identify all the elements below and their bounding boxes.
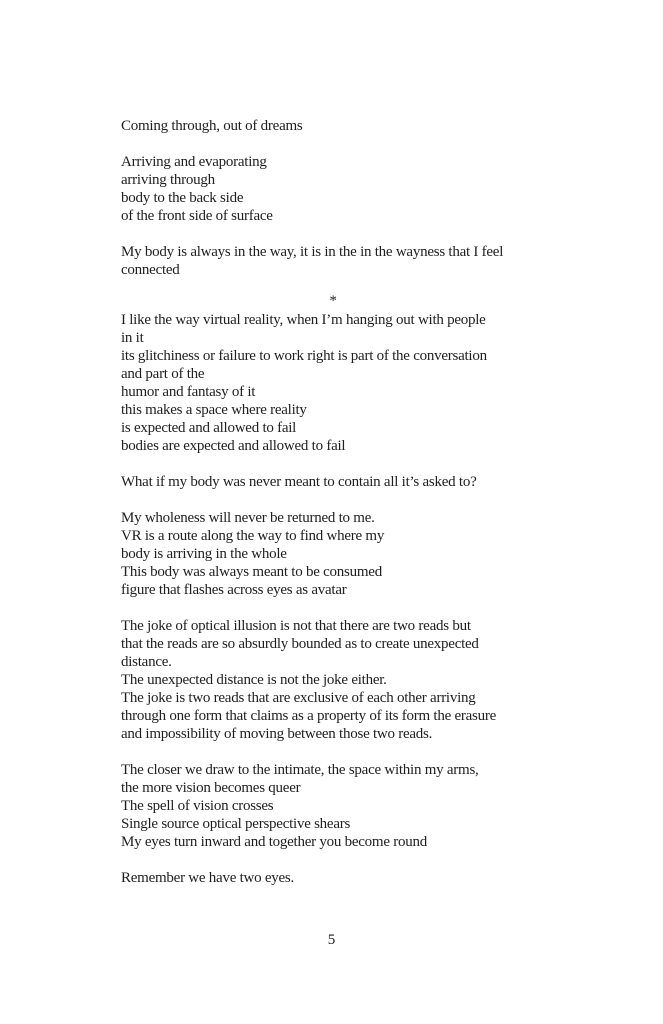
poem-line: What if my body was never meant to contain all it’s asked to? <box>121 474 477 490</box>
poem-line: body to the back side <box>121 190 244 206</box>
poem-line: The closer we draw to the intimate, the space within my arms, <box>121 762 479 778</box>
poem-line: bodies are expected and allowed to fail <box>121 438 346 454</box>
stanza <box>121 243 545 279</box>
poem-line: My body is always in the way, it is in the in the wayness that I feel <box>121 244 504 260</box>
poem-line: Remember we have two eyes. <box>121 870 295 886</box>
poem-line: The spell of vision crosses <box>121 798 274 814</box>
stanza <box>121 473 545 491</box>
poem-line: My eyes turn inward and together you become round <box>121 834 427 850</box>
poem-line: that the reads are so absurdly bounded as to create unexpected <box>121 636 479 652</box>
stanza <box>121 761 545 851</box>
poem-line: VR is a route along the way to find where my <box>121 528 385 544</box>
poem-line: in it <box>121 330 144 346</box>
stanza <box>121 509 545 599</box>
poem-line: The joke is two reads that are exclusive of each other arriving <box>121 690 476 706</box>
poem-line: and impossibility of moving between those two reads. <box>121 726 433 742</box>
poem-line: This body was always meant to be consumed <box>121 564 382 580</box>
page-number: 5 <box>327 932 336 948</box>
poem-line: of the front side of surface <box>121 208 273 224</box>
stanza <box>121 117 545 135</box>
stanza <box>121 153 545 225</box>
poem-line: My wholeness will never be returned to me. <box>121 510 375 526</box>
poem-line: humor and fantasy of it <box>121 384 256 400</box>
asterisk-separator: * <box>329 293 337 309</box>
poem-line: through one form that claims as a property of its form the erasure <box>121 708 497 724</box>
poem-line: its glitchiness or failure to work right is part of the conversation <box>121 348 487 364</box>
poem-line: Coming through, out of dreams <box>121 118 303 134</box>
poem-line: The joke of optical illusion is not that there are two reads but <box>121 618 471 634</box>
poem-line: I like the way virtual reality, when I’m hanging out with people <box>121 312 486 328</box>
poem-line: the more vision becomes queer <box>121 780 301 796</box>
poem-line: The unexpected distance is not the joke either. <box>121 672 387 688</box>
section-separator <box>121 292 545 310</box>
poem-line: figure that flashes across eyes as avatar <box>121 582 347 598</box>
poem-line: body is arriving in the whole <box>121 546 287 562</box>
poem-body <box>121 117 545 905</box>
stanza <box>121 617 545 743</box>
poem-line: is expected and allowed to fail <box>121 420 297 436</box>
stanza <box>121 311 545 455</box>
poem-line: distance. <box>121 654 172 670</box>
poem-line: arriving through <box>121 172 215 188</box>
poem-line: Single source optical perspective shears <box>121 816 351 832</box>
poem-line: this makes a space where reality <box>121 402 307 418</box>
poem-line: connected <box>121 262 180 278</box>
poem-line: Arriving and evaporating <box>121 154 267 170</box>
poem-line: and part of the <box>121 366 205 382</box>
stanza <box>121 869 545 887</box>
